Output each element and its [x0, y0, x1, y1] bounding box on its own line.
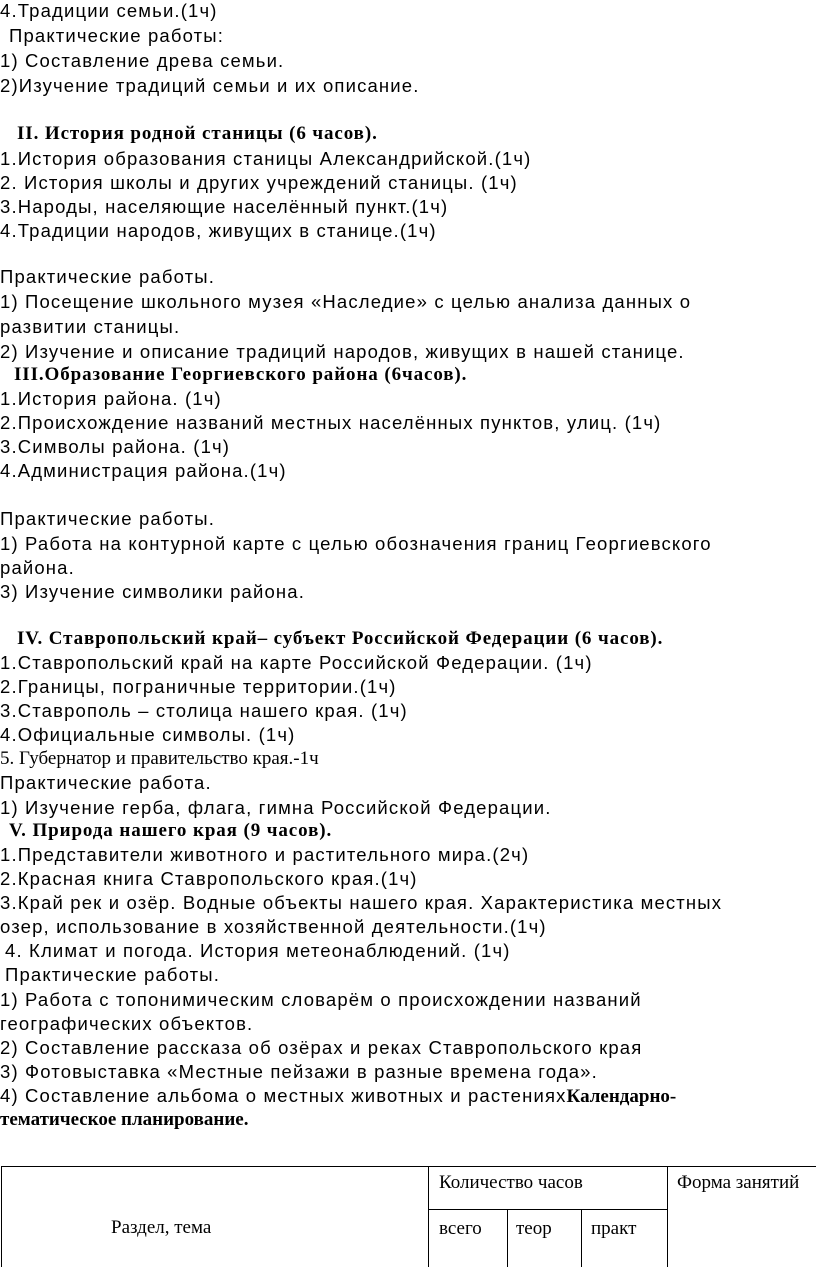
text-line: 1) Работа на контурной карте с целью обозначения границ Георгиевского [0, 533, 712, 554]
text-line: 2. История школы и других учреждений станицы. (1ч) [0, 172, 518, 193]
text-line: Практические работы: [9, 25, 224, 46]
table-header-total: всего [439, 1218, 482, 1239]
text-line: 4.Традиции народов, живущих в станице.(1ч) [0, 220, 437, 241]
text-line: развитии станицы. [0, 316, 181, 337]
table-divider [667, 1167, 668, 1267]
text-line: 4.Официальные символы. (1ч) [0, 724, 296, 745]
section-heading: V. Природа нашего края (9 часов). [9, 820, 333, 841]
text-line: 1) Составление древа семьи. [0, 50, 285, 71]
text-line: 3) Фотовыставка «Местные пейзажи в разные времена года». [0, 1061, 598, 1082]
text-line: 1.История образования станицы Александрийской.(1ч) [0, 148, 532, 169]
text-line: 2)Изучение традиций семьи и их описание. [0, 75, 420, 96]
text-line: 4.Традиции семьи.(1ч) [0, 0, 218, 21]
text-line: 2.Происхождение названий местных населённых пунктов, улиц. (1ч) [0, 412, 662, 433]
text-line: Практические работа. [0, 772, 212, 793]
text-line: географических объектов. [0, 1013, 254, 1034]
table-header-form: Форма занятий [677, 1172, 800, 1193]
table-header-theory: теор [516, 1218, 552, 1239]
table-header-hours: Количество часов [439, 1172, 583, 1193]
text-line: 1) Посещение школьного музея «Наследие» с целью анализа данных о [0, 291, 692, 312]
section-heading: II. История родной станицы (6 часов). [17, 123, 378, 144]
schedule-table [1, 1166, 816, 1267]
text-line: 1) Работа с топонимическим словарём о происхождении названий [0, 989, 642, 1010]
text-line: 1.Представители животного и растительного мира.(2ч) [0, 844, 530, 865]
text-line: 1.История района. (1ч) [0, 388, 222, 409]
text-line: озер, использование в хозяйственной деятельности.(1ч) [0, 916, 547, 937]
text-line: 1.Ставропольский край на карте Российской Федерации. (1ч) [0, 652, 593, 673]
table-divider [507, 1209, 508, 1267]
text-line: 3.Символы района. (1ч) [0, 436, 231, 457]
section-heading: III.Образование Георгиевского района (6часов). [14, 364, 468, 385]
table-divider [428, 1167, 429, 1267]
text-line: 3) Изучение символики района. [0, 581, 306, 602]
table-header-section: Раздел, тема [111, 1217, 212, 1238]
text-line [0, 1085, 676, 1107]
text-line: 5. Губернатор и правительство края.-1ч [0, 748, 319, 769]
text-line: 2) Изучение и описание традиций народов, живущих в нашей станице. [0, 341, 685, 362]
text-line: 4.Администрация района.(1ч) [0, 460, 287, 481]
text-line: района. [0, 557, 75, 578]
text-line: Практические работы. [0, 266, 215, 287]
table-divider [428, 1209, 667, 1210]
text-span: 4) Составление альбома о местных животных и растениях [0, 1085, 567, 1106]
text-line: 3.Народы, населяющие населённый пункт.(1ч) [0, 196, 449, 217]
section-heading: IV. Ставропольский край– субъект Российской Федерации (6 часов). [17, 628, 664, 649]
text-line: Практические работы. [5, 964, 220, 985]
text-line: Практические работы. [0, 508, 215, 529]
text-line: 2.Границы, пограничные территории.(1ч) [0, 676, 397, 697]
text-line: 2.Красная книга Ставропольского края.(1ч) [0, 868, 418, 889]
text-line: 3.Ставрополь – столица нашего края. (1ч) [0, 700, 408, 721]
table-header-practice: практ [591, 1218, 637, 1239]
text-line: 2) Составление рассказа об озёрах и реках Ставропольского края [0, 1037, 643, 1058]
text-line: 1) Изучение герба, флага, гимна Российской Федерации. [0, 797, 552, 818]
text-line: 4. Климат и погода. История метеонаблюдений. (1ч) [5, 940, 511, 961]
text-line: 3.Край рек и озёр. Водные объекты нашего края. Характеристика местных [0, 892, 723, 913]
text-span-bold: Календарно- [566, 1086, 677, 1107]
table-divider [581, 1209, 582, 1267]
text-line-bold: тематическое планирование. [0, 1109, 249, 1130]
